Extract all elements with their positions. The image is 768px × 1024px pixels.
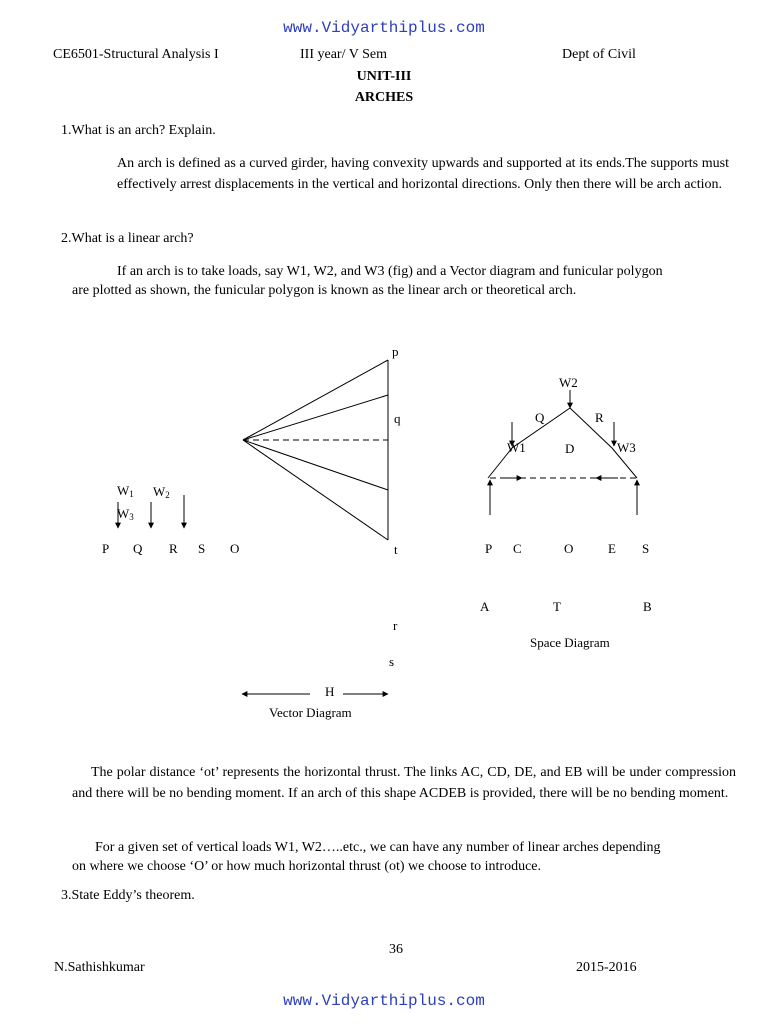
year-sem: III year/ V Sem [300,47,387,62]
left-point-s: S [198,541,206,556]
load-label-w1: $W_1$ [117,483,134,499]
vector-label-t: t [394,542,398,557]
footer-years: 2015-2016 [576,960,637,975]
space-diagram-caption: Space Diagram [530,635,610,650]
load-label-w3-text: 3 [129,512,134,522]
space-label-w1: W1 [507,440,526,455]
left-point-o: O [230,541,240,556]
ray-o-p [243,360,388,440]
vector-label-q: q [394,411,401,426]
answer-2-line-2: are plotted as shown, the funicular polygon is known as the linear arch or theoretical arch. [72,283,577,298]
ray-o-s [243,440,388,540]
load-label-w2: $W_2$ [153,484,170,500]
question-1: 1.What is an arch? Explain. [61,123,216,138]
course-code: CE6501-Structural Analysis I [53,47,219,62]
website-header: www.Vidyarthiplus.com [283,19,485,37]
question-3: 3.State Eddy’s theorem. [61,888,195,903]
website-footer: www.Vidyarthiplus.com [283,992,485,1010]
space-point-s: S [642,541,650,556]
para-given-line-2: on where we choose ‘O’ or how much horizontal thrust (ot) we choose to introduce. [72,859,541,874]
vector-label-s: s [389,654,395,669]
department: Dept of Civil [562,47,636,62]
space-label-d: D [565,441,575,456]
question-2: 2.What is a linear arch? [61,231,194,246]
space-label-r: R [595,410,604,425]
space-label-w2: W2 [559,375,578,390]
support-label-a: A [480,599,490,614]
load-label-w2-text: 2 [165,490,170,500]
space-point-o: O [564,541,574,556]
load-label-w3: $W_3$ [117,506,134,522]
answer-2-line-1: If an arch is to take loads, say W1, W2, and W3 (fig) and a Vector diagram and funicular polygon [117,264,663,279]
space-point-p: P [485,541,493,556]
space-label-q: Q [535,410,545,425]
answer-1: An arch is defined as a curved girder, having convexity upwards and supported at its ends.The supports must effectively arrest displacements in the vertical and horizontal directions. Only then there will be arch action. [117,156,729,192]
vector-diagram-caption: Vector Diagram [269,705,352,720]
left-point-q: Q [133,541,143,556]
para-polar-distance: The polar distance ‘ot’ represents the horizontal thrust. The links AC, CD, DE, and EB will be under compression and there will be no bending moment. If an arch of this shape ACDEB is provided, there will be no bending moment. [72,765,736,801]
support-label-b: B [643,599,652,614]
ray-o-r [243,440,388,490]
footer-author: N.Sathishkumar [54,960,145,975]
para-given-line-1: For a given set of vertical loads W1, W2…..etc., we can have any number of linear arches depending [95,840,661,855]
left-point-r: R [169,541,178,556]
support-label-t: T [553,599,561,614]
space-label-w3: W3 [617,440,636,455]
space-point-e: E [608,541,616,556]
space-point-c: C [513,541,522,556]
left-point-p: P [102,541,110,556]
vector-label-p: p [392,344,399,359]
vector-label-r: r [393,618,398,633]
unit-heading: UNIT-III [356,69,412,84]
linear-arch-figure [0,330,768,730]
page-number: 36 [389,942,403,957]
thrust-label-h: H [325,684,335,699]
load-label-w1-text: 1 [129,489,134,499]
ray-o-q [243,395,388,440]
page-title: ARCHES [354,90,414,105]
